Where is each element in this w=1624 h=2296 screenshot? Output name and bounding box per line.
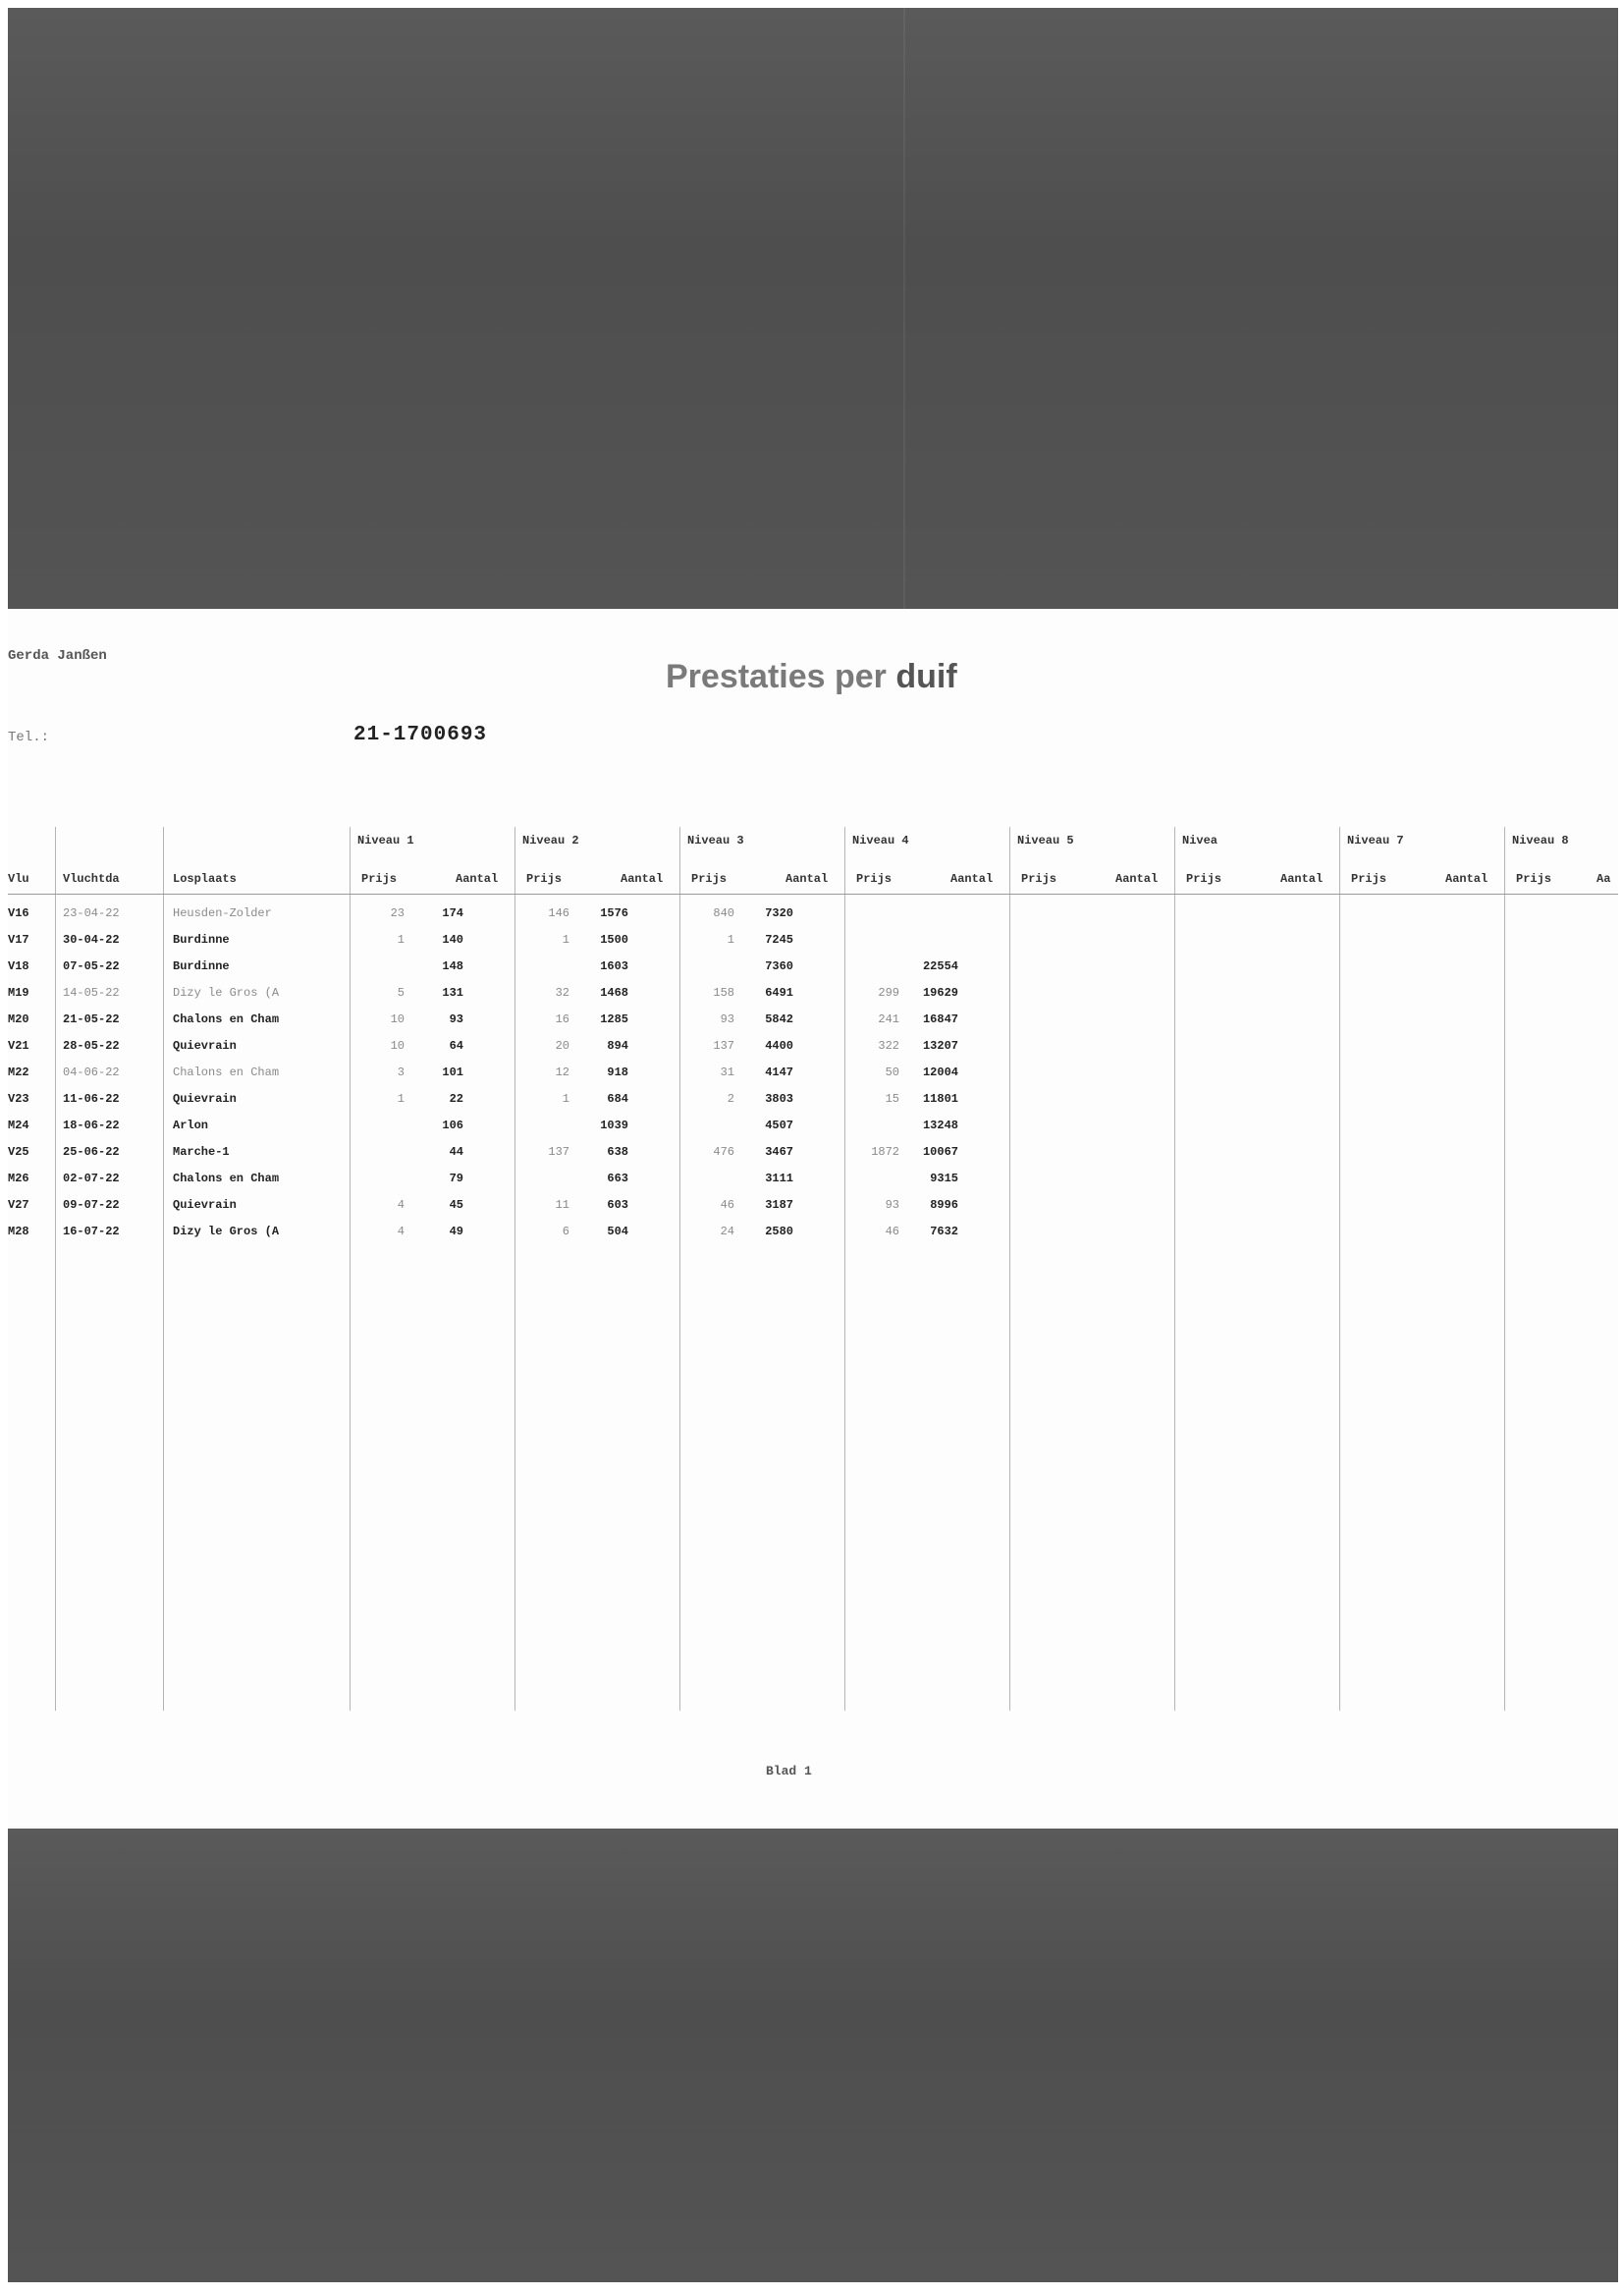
header-prijs: Prijs [361, 872, 398, 886]
aantal-value: 1500 [600, 933, 628, 947]
prijs-value: 20 [555, 1039, 569, 1053]
prijs-value: 6 [562, 1225, 569, 1238]
aantal-value: 12004 [922, 1066, 958, 1079]
table-row [8, 1060, 1618, 1086]
prijs-value: 32 [555, 986, 569, 1000]
prijs-value: 46 [885, 1225, 899, 1238]
flight-code: V18 [8, 959, 29, 973]
release-site: Quievrain [173, 1039, 237, 1053]
aantal-value: 13207 [922, 1039, 958, 1053]
table-row [8, 1192, 1618, 1219]
aantal-value: 93 [449, 1012, 463, 1026]
prijs-value: 23 [390, 906, 405, 920]
table-row [8, 1086, 1618, 1113]
flight-date: 28-05-22 [63, 1039, 120, 1053]
prijs-value: 3 [397, 1066, 405, 1079]
aantal-value: 174 [442, 906, 463, 920]
prijs-value: 1 [562, 933, 569, 947]
header-datum: Vluchtda [63, 872, 120, 886]
prijs-value: 16 [555, 1012, 569, 1026]
aantal-value: 918 [607, 1066, 628, 1079]
flight-code: M24 [8, 1119, 29, 1132]
scan-fold-line [903, 8, 905, 609]
prijs-value: 24 [720, 1225, 734, 1238]
level-header: Niveau 2 [522, 834, 579, 847]
prijs-value: 1 [562, 1092, 569, 1106]
aantal-value: 11801 [922, 1092, 958, 1106]
level-header: Niveau 4 [852, 834, 909, 847]
flight-date: 11-06-22 [63, 1092, 120, 1106]
title-light: Prestaties per [666, 658, 896, 695]
prijs-value: 840 [713, 906, 734, 920]
flight-date: 25-06-22 [63, 1145, 120, 1159]
table-row [8, 954, 1618, 980]
prijs-value: 5 [397, 986, 405, 1000]
table-row [8, 927, 1618, 954]
header-aantal: Aantal [621, 872, 664, 886]
aantal-value: 7245 [765, 933, 793, 947]
table-row [8, 1007, 1618, 1033]
prijs-value: 12 [555, 1066, 569, 1079]
prijs-value: 476 [713, 1145, 734, 1159]
table-row [8, 980, 1618, 1007]
table-row [8, 1139, 1618, 1166]
header-aantal: Aantal [456, 872, 499, 886]
prijs-value: 137 [713, 1039, 734, 1053]
flight-code: M19 [8, 986, 29, 1000]
prijs-value: 1872 [871, 1145, 899, 1159]
tel-label: Tel.: [8, 730, 50, 745]
aantal-value: 4507 [765, 1119, 793, 1132]
flight-date: 04-06-22 [63, 1066, 120, 1079]
title-dark: duif [895, 658, 957, 695]
prijs-value: 322 [878, 1039, 899, 1053]
flight-date: 18-06-22 [63, 1119, 120, 1132]
aantal-value: 1039 [600, 1119, 628, 1132]
aantal-value: 4400 [765, 1039, 793, 1053]
prijs-value: 11 [555, 1198, 569, 1212]
header-losplaats: Losplaats [173, 872, 237, 886]
scan-background-top [8, 8, 1618, 609]
prijs-value: 46 [720, 1198, 734, 1212]
header-aantal: Aa [1597, 872, 1611, 886]
aantal-value: 22 [449, 1092, 463, 1106]
header-prijs: Prijs [856, 872, 893, 886]
aantal-value: 7320 [765, 906, 793, 920]
prijs-value: 146 [548, 906, 569, 920]
level-header: Niveau 8 [1512, 834, 1569, 847]
header-prijs: Prijs [526, 872, 563, 886]
prijs-value: 1 [397, 933, 405, 947]
flight-date: 30-04-22 [63, 933, 120, 947]
aantal-value: 22554 [922, 959, 958, 973]
prijs-value: 10 [390, 1012, 405, 1026]
prijs-value: 93 [885, 1198, 899, 1212]
prijs-value: 15 [885, 1092, 899, 1106]
aantal-value: 3187 [765, 1198, 793, 1212]
aantal-value: 3803 [765, 1092, 793, 1106]
table-row [8, 1166, 1618, 1192]
aantal-value: 16847 [922, 1012, 958, 1026]
flight-date: 09-07-22 [63, 1198, 120, 1212]
aantal-value: 2580 [765, 1225, 793, 1238]
flight-date: 16-07-22 [63, 1225, 120, 1238]
prijs-value: 93 [720, 1012, 734, 1026]
aantal-value: 148 [442, 959, 463, 973]
flight-code: M20 [8, 1012, 29, 1026]
aantal-value: 663 [607, 1172, 628, 1185]
aantal-value: 3467 [765, 1145, 793, 1159]
aantal-value: 1576 [600, 906, 628, 920]
aantal-value: 140 [442, 933, 463, 947]
aantal-value: 13248 [922, 1119, 958, 1132]
prijs-value: 241 [878, 1012, 899, 1026]
release-site: Dizy le Gros (A [173, 986, 280, 1000]
aantal-value: 3111 [765, 1172, 793, 1185]
release-site: Burdinne [173, 933, 230, 947]
document-page [8, 609, 1618, 1829]
scan-background-bottom [8, 1829, 1618, 2282]
aantal-value: 9315 [930, 1172, 958, 1185]
table-row [8, 1219, 1618, 1245]
aantal-value: 45 [449, 1198, 463, 1212]
flight-code: M28 [8, 1225, 29, 1238]
flight-code: V21 [8, 1039, 29, 1053]
aantal-value: 638 [607, 1145, 628, 1159]
aantal-value: 1285 [600, 1012, 628, 1026]
header-aantal: Aantal [1115, 872, 1159, 886]
level-header: Niveau 7 [1347, 834, 1404, 847]
aantal-value: 101 [442, 1066, 463, 1079]
level-header: Nivea [1182, 834, 1218, 847]
release-site: Arlon [173, 1119, 209, 1132]
aantal-value: 79 [449, 1172, 463, 1185]
page-title [666, 658, 957, 696]
aantal-value: 64 [449, 1039, 463, 1053]
aantal-value: 10067 [922, 1145, 958, 1159]
flight-code: V27 [8, 1198, 29, 1212]
aantal-value: 5842 [765, 1012, 793, 1026]
prijs-value: 4 [397, 1198, 405, 1212]
flight-date: 21-05-22 [63, 1012, 120, 1026]
flight-code: V16 [8, 906, 29, 920]
page-number: Blad 1 [766, 1764, 812, 1778]
header-prijs: Prijs [1351, 872, 1387, 886]
header-prijs: Prijs [1516, 872, 1552, 886]
header-aantal: Aantal [950, 872, 994, 886]
aantal-value: 1468 [600, 986, 628, 1000]
owner-name: Gerda Janßen [8, 648, 107, 664]
release-site: Quievrain [173, 1092, 237, 1106]
aantal-value: 7360 [765, 959, 793, 973]
aantal-value: 44 [449, 1145, 463, 1159]
release-site: Chalons en Cham [173, 1012, 280, 1026]
release-site: Marche-1 [173, 1145, 230, 1159]
prijs-value: 158 [713, 986, 734, 1000]
flight-code: V23 [8, 1092, 29, 1106]
flight-code: M22 [8, 1066, 29, 1079]
aantal-value: 894 [607, 1039, 628, 1053]
prijs-value: 31 [720, 1066, 734, 1079]
prijs-value: 4 [397, 1225, 405, 1238]
header-aantal: Aantal [1445, 872, 1489, 886]
prijs-value: 50 [885, 1066, 899, 1079]
release-site: Chalons en Cham [173, 1066, 280, 1079]
table-row [8, 1113, 1618, 1139]
flight-code: M26 [8, 1172, 29, 1185]
header-prijs: Prijs [1021, 872, 1057, 886]
ring-number: 21-1700693 [353, 724, 488, 746]
aantal-value: 7632 [930, 1225, 958, 1238]
release-site: Quievrain [173, 1198, 237, 1212]
aantal-value: 6491 [765, 986, 793, 1000]
prijs-value: 1 [397, 1092, 405, 1106]
level-header: Niveau 5 [1017, 834, 1074, 847]
release-site: Burdinne [173, 959, 230, 973]
flight-date: 23-04-22 [63, 906, 120, 920]
prijs-value: 137 [548, 1145, 569, 1159]
aantal-value: 603 [607, 1198, 628, 1212]
flight-date: 07-05-22 [63, 959, 120, 973]
table-row [8, 901, 1618, 927]
prijs-value: 299 [878, 986, 899, 1000]
flight-code: V17 [8, 933, 29, 947]
flight-code: V25 [8, 1145, 29, 1159]
aantal-value: 504 [607, 1225, 628, 1238]
release-site: Heusden-Zolder [173, 906, 272, 920]
header-aantal: Aantal [1280, 872, 1324, 886]
flight-date: 02-07-22 [63, 1172, 120, 1185]
aantal-value: 19629 [922, 986, 958, 1000]
aantal-value: 131 [442, 986, 463, 1000]
aantal-value: 4147 [765, 1066, 793, 1079]
flight-date: 14-05-22 [63, 986, 120, 1000]
level-header: Niveau 1 [357, 834, 414, 847]
header-prijs: Prijs [691, 872, 728, 886]
aantal-value: 1603 [600, 959, 628, 973]
level-header: Niveau 3 [687, 834, 744, 847]
release-site: Chalons en Cham [173, 1172, 280, 1185]
prijs-value: 1 [727, 933, 734, 947]
header-aantal: Aantal [785, 872, 829, 886]
aantal-value: 684 [607, 1092, 628, 1106]
prijs-value: 10 [390, 1039, 405, 1053]
header-prijs: Prijs [1186, 872, 1222, 886]
header-vlu: Vlu [8, 872, 29, 886]
aantal-value: 8996 [930, 1198, 958, 1212]
aantal-value: 49 [449, 1225, 463, 1238]
prijs-value: 2 [727, 1092, 734, 1106]
release-site: Dizy le Gros (A [173, 1225, 280, 1238]
table-row [8, 1033, 1618, 1060]
aantal-value: 106 [442, 1119, 463, 1132]
header-rule [8, 894, 1618, 895]
